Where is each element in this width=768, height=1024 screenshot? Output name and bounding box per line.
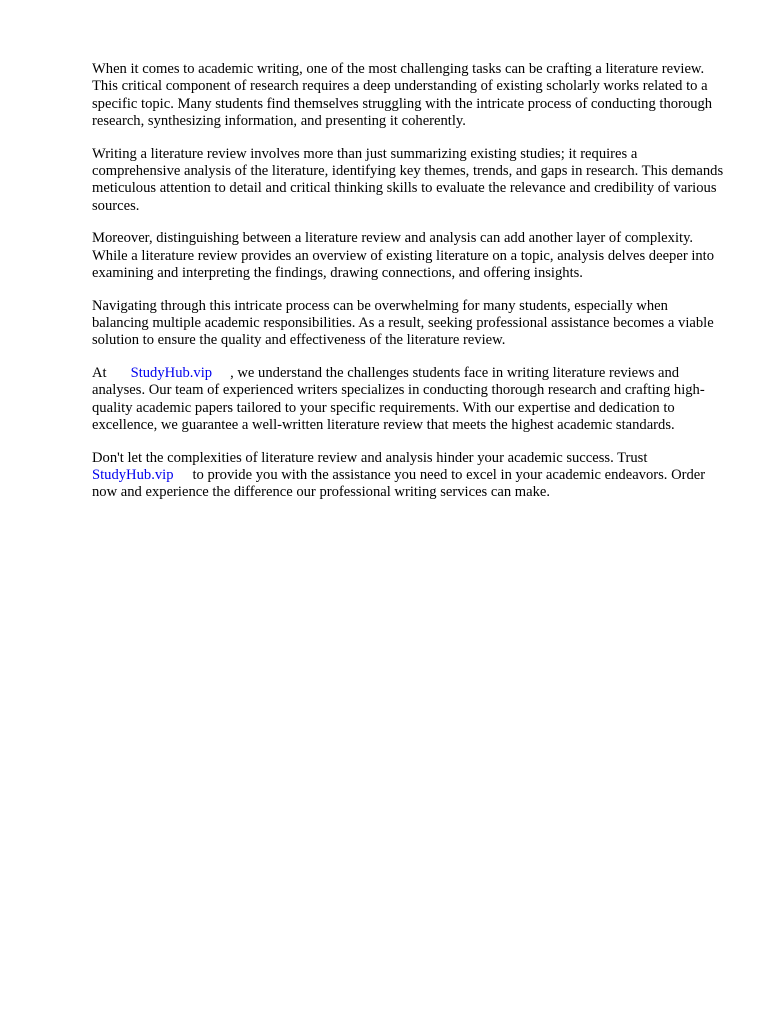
paragraph-suffix: to provide you with the assistance you need to excel in your academic endeavors. Order now and experience the difference our professional writing services can make.	[92, 467, 706, 501]
studyhub-link[interactable]: StudyHub.vip	[130, 365, 213, 382]
paragraph-suffix: , we understand the challenges students face in writing literature reviews and analyses. Our team of experienced writers specializes in conducting thorough research and crafting high-quality academic papers tailored to your specific requirements. With our expertise and dedication to excellence, we guarantee a well-written literature review that meets the highest academic standards.	[92, 365, 705, 434]
document-body	[92, 61, 728, 517]
paragraph-distinction: Moreover, distinguishing between a literature review and analysis can add another layer of complexity. While a literature review provides an overview of existing literature on a topic, analysis delves deeper into examining and interpreting the findings, drawing connections, and offering insights.	[92, 230, 715, 281]
paragraph-prefix: At	[92, 365, 107, 382]
paragraph-studyhub-intro	[92, 365, 728, 434]
paragraph-call-to-action	[92, 450, 728, 502]
paragraph-requirements: Writing a literature review involves more than just summarizing existing studies; it requires a comprehensive analysis of the literature, identifying key themes, trends, and gaps in research. This demands meticulous attention to detail and critical thinking skills to evaluate the relevance and credibility of various sources.	[92, 145, 724, 214]
paragraph-prefix: Don't let the complexities of literature review and analysis hinder your academic success. Trust	[92, 449, 648, 466]
studyhub-link[interactable]: StudyHub.vip	[92, 467, 174, 484]
paragraph-navigation: Navigating through this intricate process can be overwhelming for many students, especially when balancing multiple academic responsibilities. As a result, seeking professional assistance becomes a viable solution to ensure the quality and effectiveness of the literature review.	[92, 297, 714, 349]
paragraph-intro: When it comes to academic writing, one of the most challenging tasks can be crafting a literature review. This critical component of research requires a deep understanding of existing scholarly works related to a specific topic. Many students find themselves struggling with the intricate process of conducting thorough research, synthesizing information, and presenting it coherently.	[92, 61, 713, 129]
